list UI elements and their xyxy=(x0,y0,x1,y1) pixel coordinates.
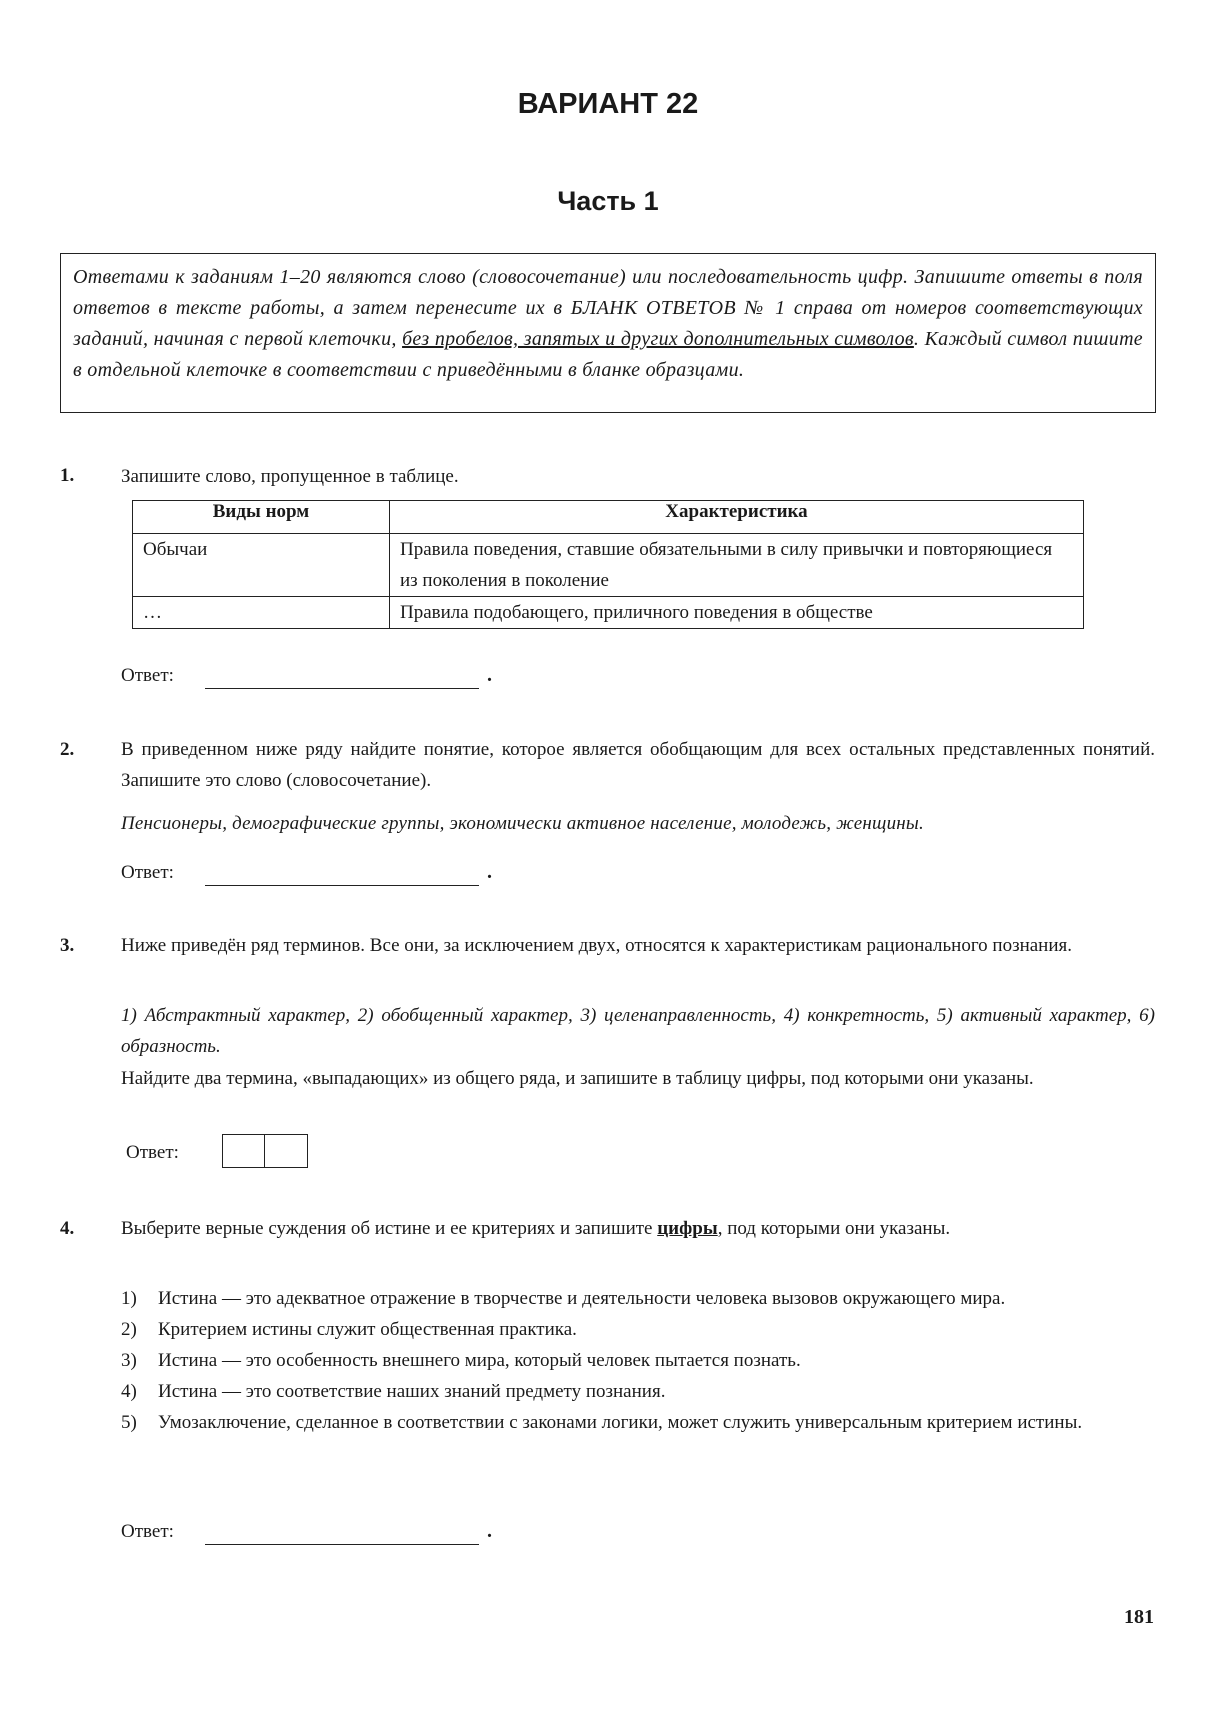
task1-answer-field[interactable] xyxy=(205,688,479,689)
option-text: Критерием истины служит общественная практика. xyxy=(158,1319,577,1340)
table-row xyxy=(133,534,1084,597)
task4-number: 4. xyxy=(60,1218,75,1239)
option-number: 1) xyxy=(121,1288,137,1309)
task4-answer-field[interactable] xyxy=(205,1544,479,1545)
task2-answer-field[interactable] xyxy=(205,885,479,886)
instructions-box xyxy=(60,253,1156,413)
table-row xyxy=(133,597,1084,629)
list-item xyxy=(121,1314,1155,1345)
task2-answer-dot: . xyxy=(487,861,492,883)
table-header-cell: Характеристика xyxy=(390,501,1084,534)
task3-number: 3. xyxy=(60,935,75,956)
page-number: 181 xyxy=(1124,1606,1154,1628)
task4-text-before: Выберите верные суждения об истине и ее критериях и запишите xyxy=(121,1218,658,1239)
task1-answer-label: Ответ: xyxy=(121,665,174,686)
instructions-underlined: без пробелов, запятых и других дополнительных символов xyxy=(402,328,914,350)
task3-text: Ниже приведён ряд терминов. Все они, за исключением двух, относятся к характеристикам рационального познания. xyxy=(121,935,1073,956)
task4-answer-dot: . xyxy=(487,1520,492,1542)
option-text: Истина — это соответствие наших знаний предмету познания. xyxy=(158,1381,666,1402)
table-cell: Правила подобающего, приличного поведения в обществе xyxy=(390,597,1084,629)
table-header-cell: Виды норм xyxy=(133,501,390,534)
task3-answer-label: Ответ: xyxy=(126,1142,179,1163)
task4-answer-label: Ответ: xyxy=(121,1521,174,1542)
task3-answer-cells xyxy=(222,1134,308,1168)
task1-answer-dot: . xyxy=(487,664,492,686)
task4-text-emphasis: цифры xyxy=(657,1218,718,1239)
list-item xyxy=(121,1345,1155,1376)
list-item xyxy=(121,1283,1155,1314)
answer-cell[interactable] xyxy=(265,1134,308,1168)
table-cell: … xyxy=(133,597,390,629)
answer-cell[interactable] xyxy=(222,1134,265,1168)
list-item xyxy=(121,1407,1155,1438)
part-title: Часть 1 xyxy=(557,186,659,216)
task4-text xyxy=(121,1213,1155,1244)
variant-title: ВАРИАНТ 22 xyxy=(517,88,699,120)
table-header-row xyxy=(133,501,1084,534)
task2-answer-label: Ответ: xyxy=(121,862,174,883)
option-text: Истина — это особенность внешнего мира, который человек пытается познать. xyxy=(158,1350,801,1371)
task3-instruction: Найдите два термина, «выпадающих» из общего ряда, и запишите в таблицу цифры, под которыми они указаны. xyxy=(121,1068,1034,1089)
task2-items: Пенсионеры, демографические группы, экономически активное население, молодежь, женщины. xyxy=(121,813,924,834)
instructions-text-1: Ответами к заданиям 1–20 являются слово (словосочетание) или последовательность цифр. Запишите ответы в поля ответов в тексте работы, а затем перенесите их в БЛАНК ОТВЕТОВ № 1 справа от номеров соответствующих заданий, начиная с первой клеточки, xyxy=(73,266,1143,350)
option-number: 2) xyxy=(121,1319,137,1340)
option-text: Истина — это адекватное отражение в творчестве и деятельности человека вызовов окружающего мира. xyxy=(158,1288,1006,1309)
table-cell: Правила поведения, ставшие обязательными в силу привычки и повторяющиеся из поколения в поколение xyxy=(390,534,1084,597)
option-number: 3) xyxy=(121,1350,137,1371)
task1-text: Запишите слово, пропущенное в таблице. xyxy=(121,466,459,487)
task4-text-after: , под которыми они указаны. xyxy=(717,1218,951,1239)
option-number: 4) xyxy=(121,1381,137,1402)
instructions-text-2: . Каждый символ пишите в отдельной клеточке в соответствии с приведёнными в бланке образцами. xyxy=(73,328,1143,381)
task2-number: 2. xyxy=(60,739,75,760)
norms-table xyxy=(132,500,1084,629)
task3-terms: 1) Абстрактный характер, 2) обобщенный характер, 3) целенаправленность, 4) конкретность, 5) активный характер, 6) образность. xyxy=(121,1005,1155,1057)
task4-options xyxy=(121,1283,1155,1438)
option-text: Умозаключение, сделанное в соответствии с законами логики, может служить универсальным критерием истины. xyxy=(158,1412,1083,1433)
task1-number: 1. xyxy=(60,465,75,486)
task2-text: В приведенном ниже ряду найдите понятие, которое является обобщающим для всех остальных представленных понятий. Запишите это слово (словосочетание). xyxy=(121,739,1155,791)
table-cell: Обычаи xyxy=(133,534,390,597)
option-number: 5) xyxy=(121,1412,137,1433)
list-item xyxy=(121,1376,1155,1407)
